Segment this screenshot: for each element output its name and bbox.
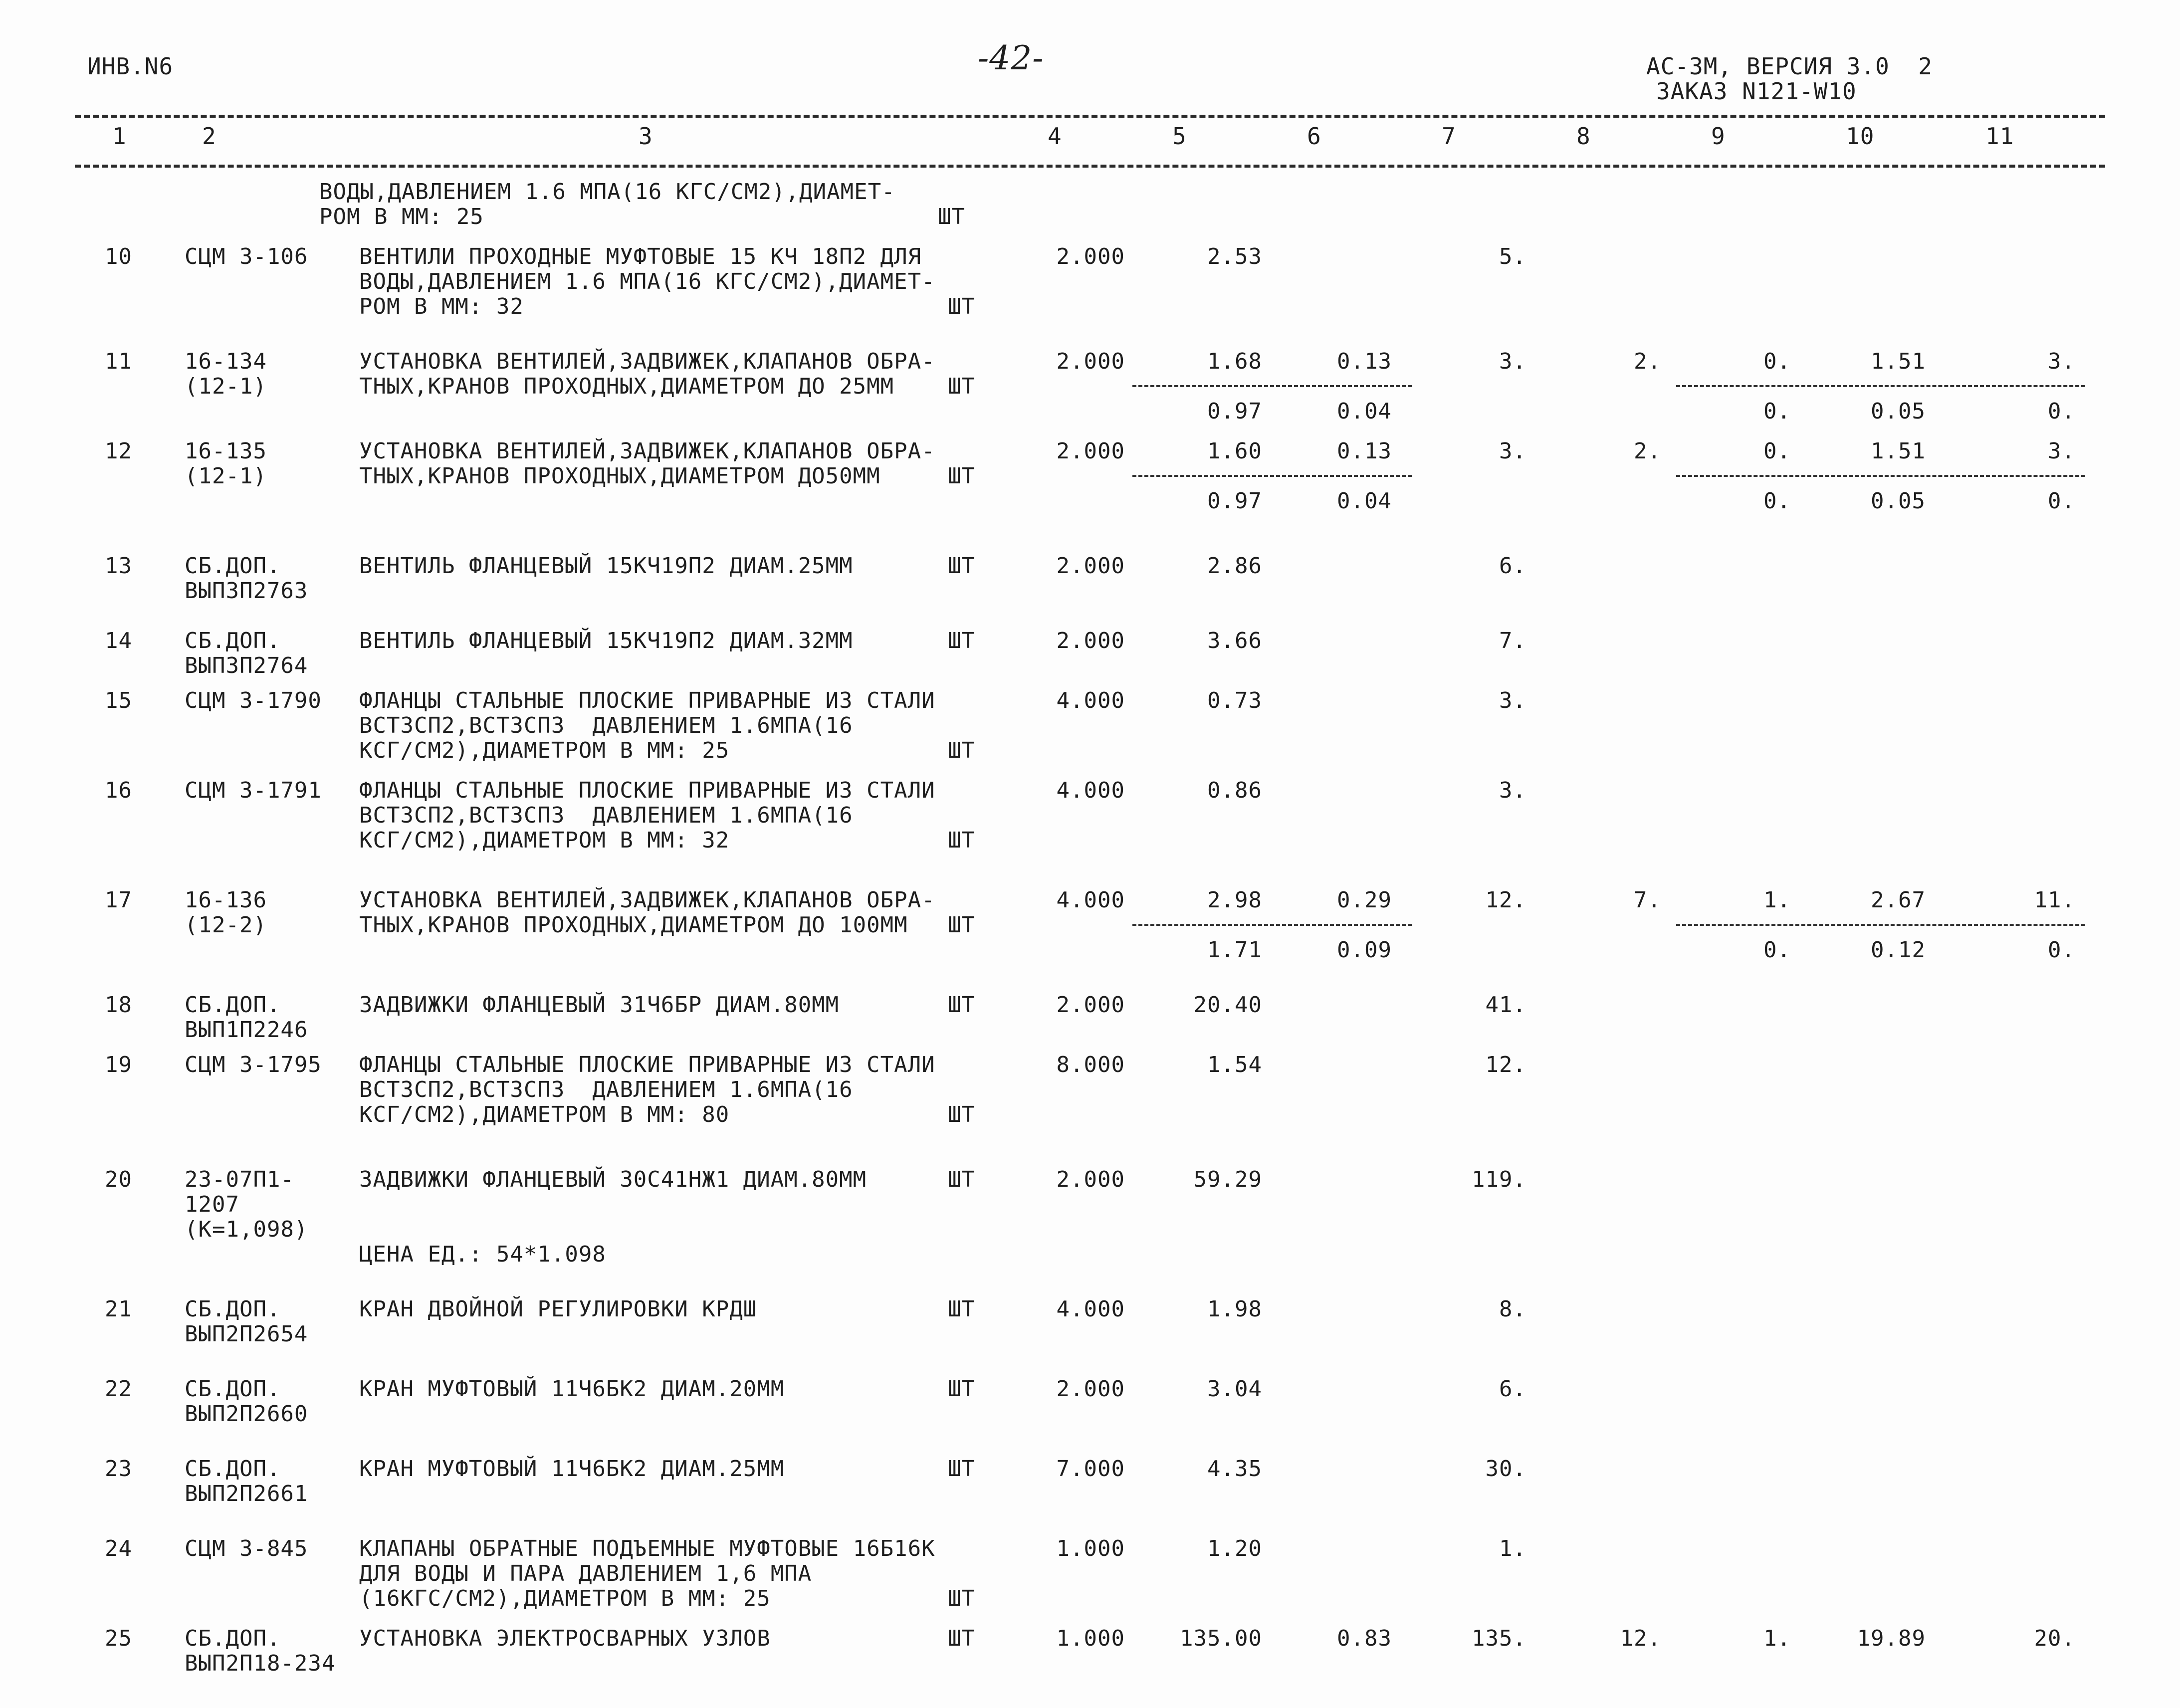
row-number: 24	[105, 1536, 132, 1561]
subtotal-rule	[1132, 385, 1412, 387]
cell-col-4: 8.000	[1056, 1052, 1125, 1077]
item-name-line: ФЛАНЦЫ СТАЛЬНЫЕ ПЛОСКИЕ ПРИВАРНЫЕ ИЗ СТАЛИ	[359, 778, 935, 803]
order-number: ЗАКАЗ N121-W10	[1656, 78, 1857, 105]
item-code: ВЫП3П2763	[185, 578, 308, 604]
cell-col-4: 2.000	[1056, 349, 1125, 374]
cell-col-8: 7.	[1634, 887, 1661, 913]
cell-col-4: 2.000	[1056, 244, 1125, 269]
row-number: 16	[105, 778, 132, 803]
page-number: -42-	[978, 39, 1044, 77]
cell-col-7: 41.	[1485, 992, 1526, 1018]
subtotal-rule	[1132, 924, 1412, 926]
row-number: 19	[105, 1052, 132, 1077]
item-code: ВЫП2П2654	[185, 1321, 308, 1347]
subtotal-rule	[1676, 924, 2085, 926]
column-header-5: 5	[1172, 123, 1187, 150]
item-code: СЦМ 3-1790	[185, 688, 322, 713]
cell-col-4: 2.000	[1056, 1167, 1125, 1192]
cell-col-5: 2.98	[1207, 887, 1262, 913]
subcell-col-10: 0.12	[1871, 937, 1926, 963]
unit-label: ШТ	[948, 294, 975, 319]
item-code: 16-134	[185, 349, 267, 374]
cell-col-5: 2.86	[1207, 553, 1262, 579]
cell-col-4: 2.000	[1056, 992, 1125, 1018]
inventory-label: ИНВ.N6	[87, 53, 174, 80]
item-name-line: ВЕНТИЛИ ПРОХОДНЫЕ МУФТОВЫЕ 15 КЧ 18П2 ДЛЯ	[359, 244, 922, 269]
cell-col-7: 8.	[1499, 1296, 1526, 1322]
subcell-col-11: 0.	[2048, 399, 2075, 424]
row-number: 21	[105, 1296, 132, 1322]
cell-col-5: 20.40	[1193, 992, 1262, 1018]
item-name-line: ЗАДВИЖКИ ФЛАНЦЕВЫЙ 30С41НЖ1 ДИАМ.80ММ	[359, 1167, 867, 1192]
cell-col-8: 2.	[1634, 349, 1661, 374]
cell-col-4: 2.000	[1056, 628, 1125, 653]
item-code: СБ.ДОП.	[185, 1626, 281, 1651]
column-header-3: 3	[639, 123, 653, 150]
subcell-col-5: 0.97	[1207, 488, 1262, 514]
cell-col-5: 1.60	[1207, 438, 1262, 464]
item-code: СБ.ДОП.	[185, 628, 281, 653]
item-code: СБ.ДОП.	[185, 1456, 281, 1482]
item-name-line: ВЕНТИЛЬ ФЛАНЦЕВЫЙ 15КЧ19П2 ДИАМ.32ММ	[359, 628, 853, 653]
item-name-line: ТНЫХ,КРАНОВ ПРОХОДНЫХ,ДИАМЕТРОМ ДО50ММ	[359, 463, 880, 489]
item-code: СБ.ДОП.	[185, 1376, 281, 1402]
cell-col-9: 1.	[1763, 1626, 1791, 1651]
cell-col-5: 1.98	[1207, 1296, 1262, 1322]
cell-col-5: 59.29	[1193, 1167, 1262, 1192]
item-code: СБ.ДОП.	[185, 992, 281, 1018]
cell-col-7: 5.	[1499, 244, 1526, 269]
row-number: 12	[105, 438, 132, 464]
item-name-line: КСГ/СМ2),ДИАМЕТРОМ В ММ: 25	[359, 738, 730, 763]
column-header-9: 9	[1711, 123, 1726, 150]
cell-col-7: 119.	[1472, 1167, 1526, 1192]
cell-col-4: 2.000	[1056, 1376, 1125, 1402]
item-name-line: УСТАНОВКА ВЕНТИЛЕЙ,ЗАДВИЖЕК,КЛАПАНОВ ОБРА-	[359, 349, 935, 374]
item-code: СЦМ 3-106	[185, 244, 308, 269]
row-number: 11	[105, 349, 132, 374]
unit-label: ШТ	[948, 1626, 975, 1651]
cell-col-10: 1.51	[1871, 438, 1926, 464]
row-number: 25	[105, 1626, 132, 1651]
cell-col-7: 1.	[1499, 1536, 1526, 1561]
subcell-col-10: 0.05	[1871, 488, 1926, 514]
row-number: 18	[105, 992, 132, 1018]
row-number: 10	[105, 244, 132, 269]
subtotal-rule	[1676, 475, 2085, 477]
item-code: 16-135	[185, 438, 267, 464]
price-note: ЦЕНА ЕД.: 54*1.098	[359, 1242, 606, 1267]
unit-label: ШТ	[948, 1456, 975, 1482]
cell-col-10: 1.51	[1871, 349, 1926, 374]
item-name-line: ВСТ3СП2,ВСТ3СП3 ДАВЛЕНИЕМ 1.6МПА(16	[359, 803, 853, 828]
column-header-8: 8	[1576, 123, 1591, 150]
cell-col-4: 4.000	[1056, 1296, 1125, 1322]
item-name-line: РОМ В ММ: 32	[359, 294, 524, 319]
subcell-col-6: 0.04	[1337, 399, 1392, 424]
column-header-6: 6	[1307, 123, 1321, 150]
cell-col-7: 6.	[1499, 553, 1526, 579]
unit-label: ШТ	[948, 1296, 975, 1322]
subtotal-rule	[1676, 385, 2085, 387]
item-name-line: ВСТ3СП2,ВСТ3СП3 ДАВЛЕНИЕМ 1.6МПА(16	[359, 713, 853, 738]
item-name-line: КРАН МУФТОВЫЙ 11Ч6БК2 ДИАМ.25ММ	[359, 1456, 785, 1482]
subcell-col-9: 0.	[1763, 937, 1791, 963]
cell-col-6: 0.13	[1337, 438, 1392, 464]
cell-col-4: 7.000	[1056, 1456, 1125, 1482]
cell-col-5: 2.53	[1207, 244, 1262, 269]
cell-col-7: 3.	[1499, 688, 1526, 713]
row-number: 22	[105, 1376, 132, 1402]
cell-col-7: 3.	[1499, 438, 1526, 464]
subcell-col-6: 0.09	[1337, 937, 1392, 963]
unit-label: ШТ	[948, 738, 975, 763]
item-code: СЦМ 3-1791	[185, 778, 322, 803]
subcell-col-11: 0.	[2048, 937, 2075, 963]
cell-col-5: 0.86	[1207, 778, 1262, 803]
item-code: ВЫП2П18-234	[185, 1651, 336, 1676]
cell-col-5: 1.20	[1207, 1536, 1262, 1561]
cell-col-7: 6.	[1499, 1376, 1526, 1402]
intro-line-2: РОМ В ММ: 25	[319, 204, 484, 229]
unit-label: ШТ	[948, 992, 975, 1018]
item-code: СЦМ 3-845	[185, 1536, 308, 1561]
unit-label: ШТ	[948, 1167, 975, 1192]
item-code: (12-1)	[185, 463, 267, 489]
cell-col-5: 135.00	[1180, 1626, 1262, 1651]
cell-col-9: 1.	[1763, 887, 1791, 913]
unit-label: ШТ	[948, 1102, 975, 1127]
intro-line-1: ВОДЫ,ДАВЛЕНИЕМ 1.6 МПА(16 КГС/СМ2),ДИАМЕТ-	[319, 179, 895, 205]
cell-col-5: 1.54	[1207, 1052, 1262, 1077]
item-code: (12-1)	[185, 374, 267, 399]
unit-label: ШТ	[948, 912, 975, 938]
subcell-col-6: 0.04	[1337, 488, 1392, 514]
cell-col-7: 135.	[1472, 1626, 1526, 1651]
item-name-line: ЗАДВИЖКИ ФЛАНЦЕВЫЙ 31Ч6БР ДИАМ.80ММ	[359, 992, 840, 1018]
subcell-col-10: 0.05	[1871, 399, 1926, 424]
cell-col-5: 3.66	[1207, 628, 1262, 653]
item-code: ВЫП1П2246	[185, 1017, 308, 1043]
unit-label: ШТ	[948, 463, 975, 489]
item-code: ВЫП2П2661	[185, 1481, 308, 1506]
item-name-line: КРАН ДВОЙНОЙ РЕГУЛИРОВКИ КРДШ	[359, 1296, 757, 1322]
item-name-line: ФЛАНЦЫ СТАЛЬНЫЕ ПЛОСКИЕ ПРИВАРНЫЕ ИЗ СТАЛИ	[359, 688, 935, 713]
row-number: 14	[105, 628, 132, 653]
item-name-line: КРАН МУФТОВЫЙ 11Ч6БК2 ДИАМ.20ММ	[359, 1376, 785, 1402]
item-name-line: ТНЫХ,КРАНОВ ПРОХОДНЫХ,ДИАМЕТРОМ ДО 100ММ	[359, 912, 908, 938]
cell-col-9: 0.	[1763, 349, 1791, 374]
item-name-line: ВОДЫ,ДАВЛЕНИЕМ 1.6 МПА(16 КГС/СМ2),ДИАМЕТ-	[359, 269, 935, 294]
cell-col-8: 12.	[1620, 1626, 1661, 1651]
cell-col-8: 2.	[1634, 438, 1661, 464]
item-code: ВЫП2П2660	[185, 1401, 308, 1427]
unit-label: ШТ	[948, 828, 975, 853]
cell-col-5: 4.35	[1207, 1456, 1262, 1482]
item-name-line: УСТАНОВКА ВЕНТИЛЕЙ,ЗАДВИЖЕК,КЛАПАНОВ ОБРА-	[359, 438, 935, 464]
item-name-line: УСТАНОВКА ЭЛЕКТРОСВАРНЫХ УЗЛОВ	[359, 1626, 771, 1651]
cell-col-5: 3.04	[1207, 1376, 1262, 1402]
cell-col-7: 7.	[1499, 628, 1526, 653]
cell-col-10: 19.89	[1857, 1626, 1926, 1651]
unit-label: ШТ	[948, 1376, 975, 1402]
subcell-col-9: 0.	[1763, 399, 1791, 424]
item-name-line: КЛАПАНЫ ОБРАТНЫЕ ПОДЪЕМНЫЕ МУФТОВЫЕ 16Б16К	[359, 1536, 935, 1561]
item-code: 16-136	[185, 887, 267, 913]
cell-col-5: 0.73	[1207, 688, 1262, 713]
subcell-col-9: 0.	[1763, 488, 1791, 514]
cell-col-7: 12.	[1485, 1052, 1526, 1077]
column-header-4: 4	[1048, 123, 1062, 150]
item-name-line: ТНЫХ,КРАНОВ ПРОХОДНЫХ,ДИАМЕТРОМ ДО 25ММ	[359, 374, 894, 399]
item-name-line: ДЛЯ ВОДЫ И ПАРА ДАВЛЕНИЕМ 1,6 МПА	[359, 1561, 812, 1586]
subcell-col-5: 1.71	[1207, 937, 1262, 963]
cell-col-7: 30.	[1485, 1456, 1526, 1482]
cell-col-7: 3.	[1499, 349, 1526, 374]
cell-col-4: 4.000	[1056, 688, 1125, 713]
row-number: 13	[105, 553, 132, 579]
item-code: (12-2)	[185, 912, 267, 938]
column-header-7: 7	[1442, 123, 1456, 150]
item-code: СБ.ДОП.	[185, 1296, 281, 1322]
cell-col-6: 0.83	[1337, 1626, 1392, 1651]
item-code: ВЫП3П2764	[185, 653, 308, 678]
cell-col-11: 3.	[2048, 349, 2075, 374]
top-rule	[75, 115, 2105, 118]
subcell-col-11: 0.	[2048, 488, 2075, 514]
item-name-line: (16КГС/СМ2),ДИАМЕТРОМ В ММ: 25	[359, 1586, 771, 1611]
item-name-line: ВЕНТИЛЬ ФЛАНЦЕВЫЙ 15КЧ19П2 ДИАМ.25ММ	[359, 553, 853, 579]
cell-col-11: 20.	[2034, 1626, 2075, 1651]
row-number: 20	[105, 1167, 132, 1192]
row-number: 23	[105, 1456, 132, 1482]
item-code: СБ.ДОП.	[185, 553, 281, 579]
cell-col-4: 1.000	[1056, 1536, 1125, 1561]
cell-col-4: 4.000	[1056, 887, 1125, 913]
header-bottom-rule	[75, 165, 2105, 168]
cell-col-11: 11.	[2034, 887, 2075, 913]
column-header-2: 2	[202, 123, 217, 150]
program-version: АС-3М, ВЕРСИЯ 3.0 2	[1646, 53, 1933, 80]
cell-col-5: 1.68	[1207, 349, 1262, 374]
unit-label: ШТ	[948, 1586, 975, 1611]
cell-col-4: 1.000	[1056, 1626, 1125, 1651]
cell-col-10: 2.67	[1871, 887, 1926, 913]
column-header-10: 10	[1846, 123, 1875, 150]
unit-label: ШТ	[948, 374, 975, 399]
cell-col-6: 0.29	[1337, 887, 1392, 913]
cell-col-4: 2.000	[1056, 553, 1125, 579]
column-header-1: 1	[112, 123, 127, 150]
item-name-line: ФЛАНЦЫ СТАЛЬНЫЕ ПЛОСКИЕ ПРИВАРНЫЕ ИЗ СТАЛИ	[359, 1052, 935, 1077]
unit-label: ШТ	[948, 628, 975, 653]
cell-col-4: 4.000	[1056, 778, 1125, 803]
cell-col-6: 0.13	[1337, 349, 1392, 374]
cell-col-7: 12.	[1485, 887, 1526, 913]
cell-col-4: 2.000	[1056, 438, 1125, 464]
item-name-line: КСГ/СМ2),ДИАМЕТРОМ В ММ: 80	[359, 1102, 730, 1127]
item-name-line: КСГ/СМ2),ДИАМЕТРОМ В ММ: 32	[359, 828, 730, 853]
cell-col-9: 0.	[1763, 438, 1791, 464]
row-number: 17	[105, 887, 132, 913]
row-number: 15	[105, 688, 132, 713]
subcell-col-5: 0.97	[1207, 399, 1262, 424]
item-name-line: УСТАНОВКА ВЕНТИЛЕЙ,ЗАДВИЖЕК,КЛАПАНОВ ОБРА-	[359, 887, 935, 913]
cell-col-7: 3.	[1499, 778, 1526, 803]
intro-unit: ШТ	[938, 204, 965, 229]
unit-label: ШТ	[948, 553, 975, 579]
item-code: 1207	[185, 1192, 239, 1217]
item-name-line: ВСТ3СП2,ВСТ3СП3 ДАВЛЕНИЕМ 1.6МПА(16	[359, 1077, 853, 1102]
item-code: СЦМ 3-1795	[185, 1052, 322, 1077]
column-header-11: 11	[1985, 123, 2014, 150]
cell-col-11: 3.	[2048, 438, 2075, 464]
item-code: 23-07П1-	[185, 1167, 294, 1192]
subtotal-rule	[1132, 475, 1412, 477]
item-code: (К=1,098)	[185, 1217, 308, 1242]
